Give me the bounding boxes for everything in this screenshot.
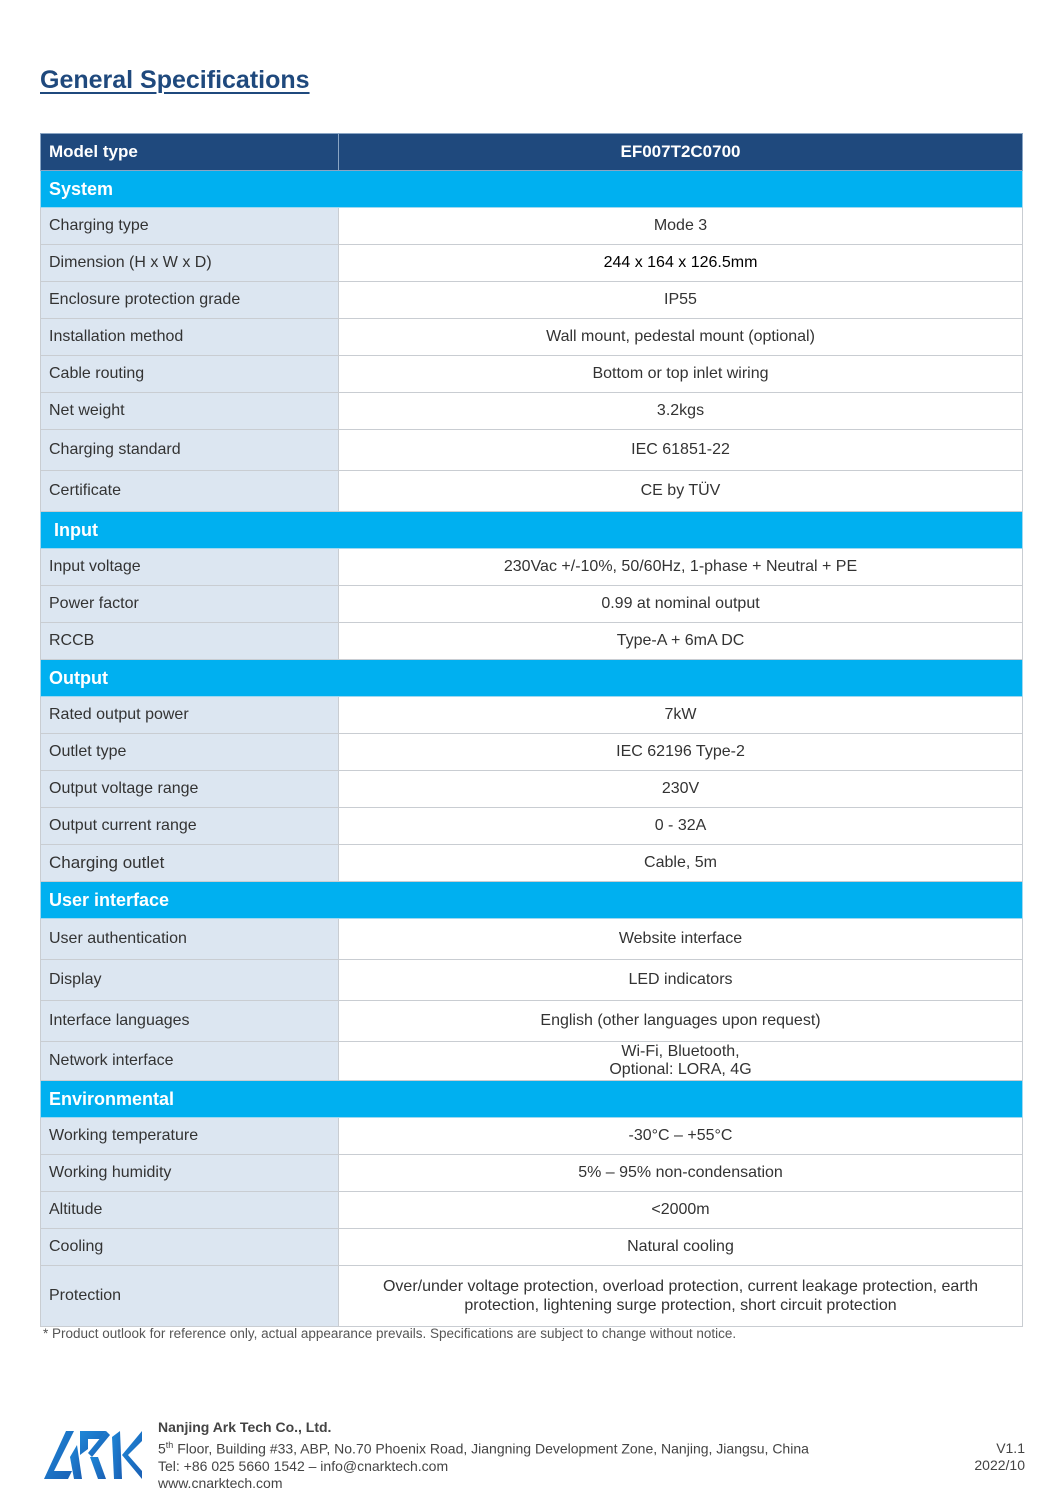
row-label: Cooling [41, 1229, 339, 1266]
table-row [41, 1229, 1023, 1266]
row-value: IP55 [339, 282, 1023, 319]
company-address [158, 1437, 809, 1458]
table-row [41, 356, 1023, 393]
table-row [41, 549, 1023, 586]
row-value-line: protection, lightening surge protection, short circuit protection [464, 1297, 897, 1314]
row-label: Working temperature [41, 1118, 339, 1155]
table-row [41, 208, 1023, 245]
section-title: System [41, 171, 1023, 208]
row-value: IEC 62196 Type-2 [339, 734, 1023, 771]
row-value: 0.99 at nominal output [339, 586, 1023, 623]
row-label: Dimension (H x W x D) [41, 245, 339, 282]
row-label: Charging standard [41, 430, 339, 471]
company-tel-email: Tel: +86 025 5660 1542 – info@cnarktech.com [158, 1457, 449, 1474]
row-label: Output voltage range [41, 771, 339, 808]
company-name: Nanjing Ark Tech Co., Ltd. [158, 1419, 332, 1435]
table-row [41, 1266, 1023, 1327]
table-row [41, 245, 1023, 282]
row-label: Rated output power [41, 697, 339, 734]
version-date: 2022/10 [974, 1457, 1025, 1473]
row-value: Bottom or top inlet wiring [339, 356, 1023, 393]
row-value: Mode 3 [339, 208, 1023, 245]
row-label: Certificate [41, 471, 339, 512]
row-value-line: Over/under voltage protection, overload protection, current leakage protection, earth [382, 1278, 978, 1295]
table-row [41, 586, 1023, 623]
table-row [41, 1192, 1023, 1229]
row-value: Cable, 5m [339, 845, 1023, 882]
table-row [41, 808, 1023, 845]
version-info [974, 1440, 1025, 1474]
row-value: -30°C – +55°C [339, 1118, 1023, 1155]
address-text: Floor, Building #33, ABP, No.70 Phoenix Road, Jiangning Development Zone, Nanjing, Jiangsu, China [173, 1440, 809, 1457]
row-label: Altitude [41, 1192, 339, 1229]
model-value: EF007T2C0700 [339, 134, 1023, 171]
row-value: English (other languages upon request) [339, 1001, 1023, 1042]
row-label: Charging outlet [41, 845, 339, 882]
row-label: Output current range [41, 808, 339, 845]
table-row [41, 1155, 1023, 1192]
section-user-interface [41, 882, 1023, 919]
row-label: Enclosure protection grade [41, 282, 339, 319]
version-number: V1.1 [996, 1440, 1025, 1456]
table-row [41, 430, 1023, 471]
footer-contact [158, 1419, 809, 1493]
section-title: Output [41, 660, 1023, 697]
row-label: Input voltage [41, 549, 339, 586]
row-value [339, 1266, 1023, 1327]
table-row [41, 734, 1023, 771]
row-label: Installation method [41, 319, 339, 356]
row-value-line: Optional: LORA, 4G [609, 1061, 752, 1078]
table-row [41, 623, 1023, 660]
row-label: Protection [41, 1266, 339, 1327]
row-label: Cable routing [41, 356, 339, 393]
section-environmental [41, 1081, 1023, 1118]
row-label: Charging type [41, 208, 339, 245]
row-value: <2000m [339, 1192, 1023, 1229]
row-value: LED indicators [339, 960, 1023, 1001]
row-value: Wall mount, pedestal mount (optional) [339, 319, 1023, 356]
table-row [41, 771, 1023, 808]
row-value: Natural cooling [339, 1229, 1023, 1266]
row-label: Display [41, 960, 339, 1001]
row-label: Net weight [41, 393, 339, 430]
company-website: www.cnarktech.com [158, 1475, 283, 1492]
section-output [41, 660, 1023, 697]
table-row [41, 697, 1023, 734]
table-row [41, 1118, 1023, 1155]
page-title: General Specifications [40, 66, 310, 94]
spec-table [40, 133, 1023, 1327]
row-value: Type-A + 6mA DC [339, 623, 1023, 660]
row-value [339, 1042, 1023, 1081]
table-row [41, 845, 1023, 882]
table-row [41, 471, 1023, 512]
table-row [41, 282, 1023, 319]
row-label: Interface languages [41, 1001, 339, 1042]
row-label: Network interface [41, 1042, 339, 1081]
table-row [41, 960, 1023, 1001]
row-value: 5% – 95% non-condensation [339, 1155, 1023, 1192]
section-title: Input [41, 512, 1023, 549]
disclaimer-note: * Product outlook for reference only, actual appearance prevails. Specifications are subject to change without notice. [43, 1326, 737, 1341]
row-value: 0 - 32A [339, 808, 1023, 845]
table-row [41, 319, 1023, 356]
table-row [41, 919, 1023, 960]
row-value: CE by TÜV [339, 471, 1023, 512]
section-title: User interface [41, 882, 1023, 919]
table-row [41, 393, 1023, 430]
row-value-line: Wi-Fi, Bluetooth, [621, 1043, 740, 1060]
row-label: User authentication [41, 919, 339, 960]
row-value: 244 x 164 x 126.5mm [339, 245, 1023, 282]
address-number: 5 [158, 1440, 166, 1457]
row-label: Working humidity [41, 1155, 339, 1192]
table-row [41, 1001, 1023, 1042]
row-value: 230Vac +/-10%, 50/60Hz, 1-phase + Neutral + PE [339, 549, 1023, 586]
section-input [41, 512, 1023, 549]
table-row [41, 1042, 1023, 1081]
row-value: Website interface [339, 919, 1023, 960]
row-value: 230V [339, 771, 1023, 808]
model-header-row [41, 134, 1023, 171]
row-label: Power factor [41, 586, 339, 623]
row-label: RCCB [41, 623, 339, 660]
row-value: IEC 61851-22 [339, 430, 1023, 471]
row-value: 3.2kgs [339, 393, 1023, 430]
row-value: 7kW [339, 697, 1023, 734]
section-title: Environmental [41, 1081, 1023, 1118]
section-system [41, 171, 1023, 208]
ark-logo-icon [44, 1427, 144, 1481]
row-label: Outlet type [41, 734, 339, 771]
address-superscript: th [165, 1439, 174, 1450]
model-label: Model type [41, 134, 339, 171]
